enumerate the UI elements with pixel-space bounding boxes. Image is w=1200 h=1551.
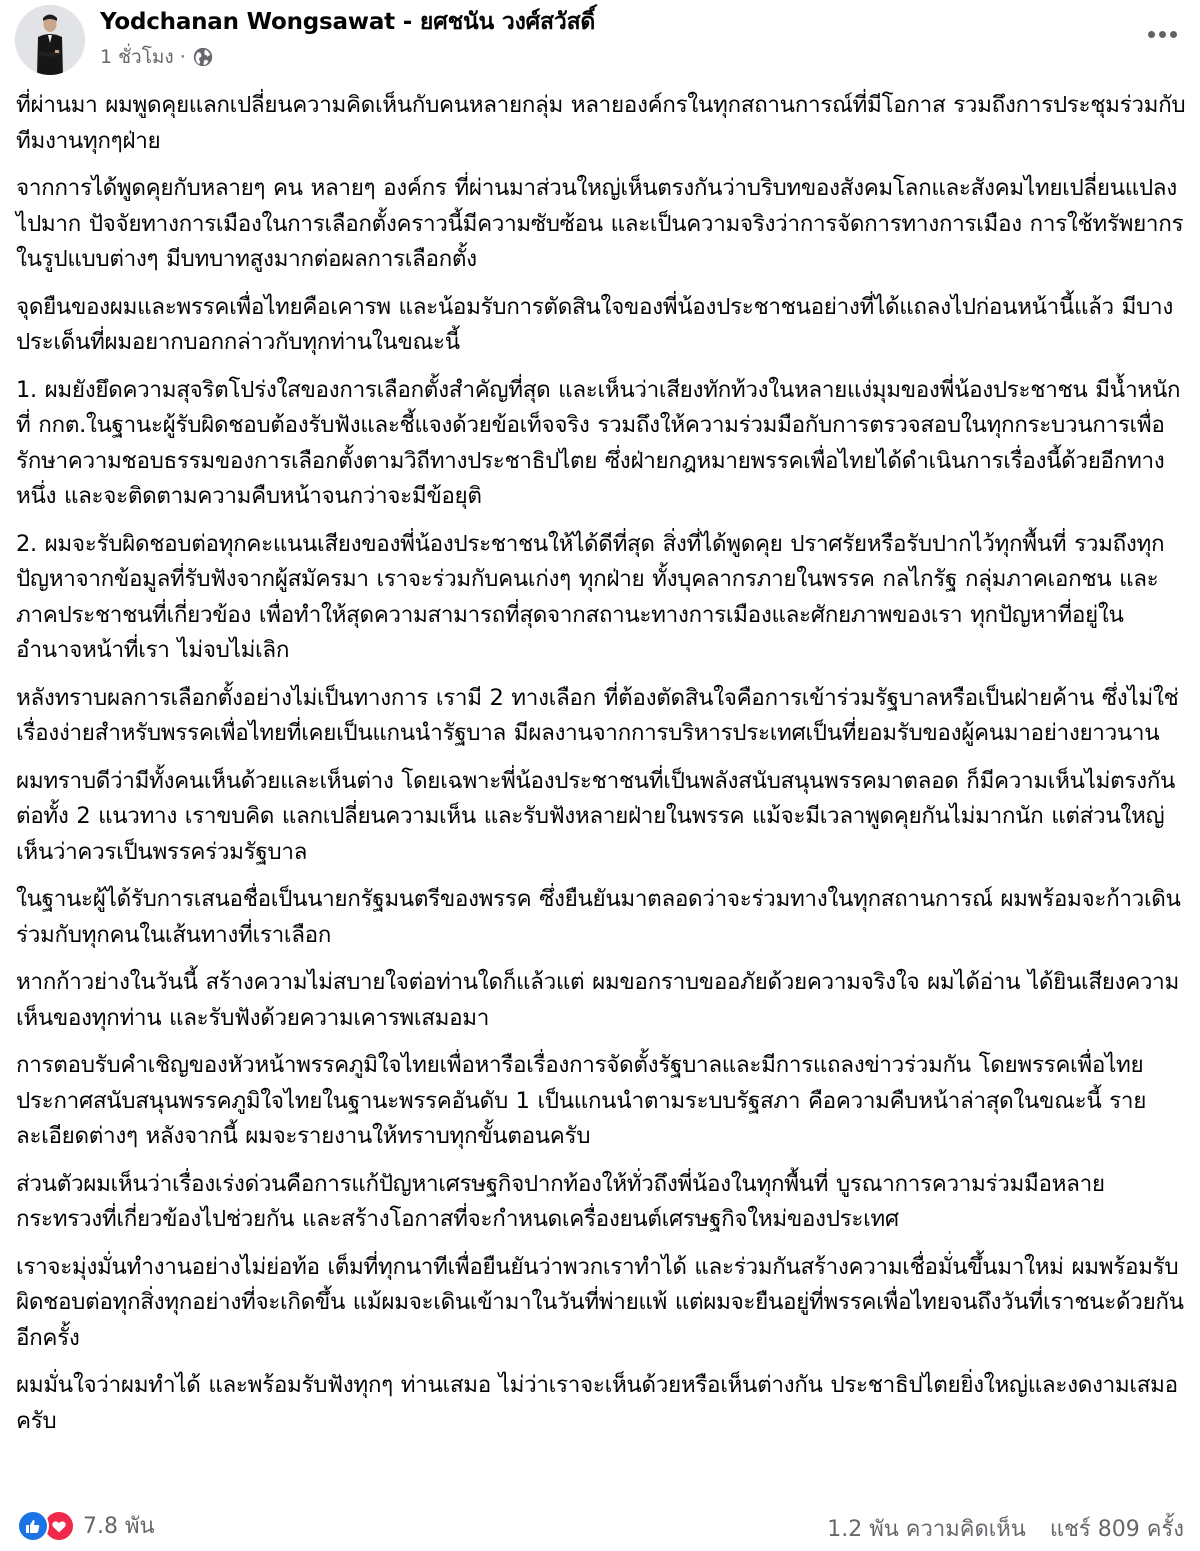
post-paragraph: ผมทราบดีว่ามีทั้งคนเห็นด้วยและเห็นต่าง โดยเฉพาะพี่น้องประชาชนที่เป็นพลังสนับสนุนพรรคมาตลอด ก็มีความเห็นไม่ตรงกันต่อทั้ง 2 แนวทาง เราขบคิด แลกเปลี่ยนความเห็น และรับฟังหลายฝ่ายในพรรค แม้จะมีเวลาพูดคุยกันไม่มากนัก แต่ส่วนใหญ่เห็นว่าควรเป็นพรรคร่วมรัฐบาล	[16, 767, 1176, 865]
post-meta	[100, 42, 214, 72]
more-options-button[interactable]	[1142, 22, 1182, 46]
post-timestamp[interactable]: 1 ชั่วโมง	[100, 46, 174, 68]
person-photo-icon	[15, 5, 85, 75]
post-paragraph: ผมมั่นใจว่าผมทำได้ และพร้อมรับฟังทุกๆ ท่านเสมอ ไม่ว่าเราจะเห็นด้วยหรือเห็นต่างกัน ประชาธิปไตยยิ่งใหญ่และงดงามเสมอครับ	[16, 1372, 1178, 1434]
globe-icon[interactable]	[192, 46, 214, 68]
reactions-summary[interactable]	[17, 1508, 155, 1543]
post-paragraph: 1. ผมยังยึดความสุจริตโปร่งใสของการเลือกตั้งสำคัญที่สุด และเห็นว่าเสียงทักท้วงในหลายแง่มุมของพี่น้องประชาชน มีน้ำหนักที่ กกต.ในฐานะผู้รับผิดชอบต้องรับฟังและชี้แจงด้วยข้อเท็จจริง รวมถึงให้ความร่วมมือกับการตรวจสอบในทุกกระบวนการเพื่อรักษาความชอบธรรมของการเลือกตั้งตามวิถีทางประชาธิปไตย ซึ่งฝ่ายกฎหมายพรรคเพื่อไทยได้ดำเนินการเรื่องนี้ด้วยอีกทางหนึ่ง และจะติดตามความคืบหน้าจนกว่าจะมีข้อยุติ	[16, 376, 1181, 509]
post-header	[0, 0, 1200, 85]
post-paragraph: ส่วนตัวผมเห็นว่าเรื่องเร่งด่วนคือการแก้ปัญหาเศรษฐกิจปากท้องให้ทั่วถึงพี่น้องในทุกพื้นที่ บูรณาการความร่วมมือหลายกระทรวงที่เกี่ยวข้องไปช่วยกัน และสร้างโอกาสที่จะกำหนดเครื่องยนต์เศรษฐกิจใหม่ของประเทศ	[16, 1170, 1105, 1232]
reaction-count: 7.8 พัน	[83, 1514, 155, 1539]
author-name[interactable]: Yodchanan Wongsawat - ยศชนัน วงศ์สวัสดิ์	[100, 9, 596, 35]
post-paragraph: จากการได้พูดคุยกับหลายๆ คน หลายๆ องค์กร ที่ผ่านมาส่วนใหญ่เห็นตรงกันว่าบริบทของสังคมโลกและสังคมไทยเปลี่ยนแปลงไปมาก ปัจจัยทางการเมืองในการเลือกตั้งคราวนี้มีความซับซ้อน และเป็นความจริงว่าการจัดการทางการเมือง การใช้ทรัพยากรในรูปแบบต่างๆ มีบทบาทสูงมากต่อผลการเลือกตั้ง	[16, 175, 1184, 272]
post-paragraph: ที่ผ่านมา ผมพูดคุยแลกเปลี่ยนความคิดเห็นกับคนหลายกลุ่ม หลายองค์กรในทุกสถานการณ์ที่มีโอกาส รวมถึงการประชุมร่วมกับทีมงานทุกๆฝ่าย	[16, 92, 1186, 154]
post-paragraph: หลังทราบผลการเลือกตั้งอย่างไม่เป็นทางการ เรามี 2 ทางเลือก ที่ต้องตัดสินใจคือการเข้าร่วมรัฐบาลหรือเป็นฝ่ายค้าน ซึ่งไม่ใช่เรื่องง่ายสำหรับพรรคเพื่อไทยที่เคยเป็นแกนนำรัฐบาล มีผลงานจากการบริหารประเทศเป็นที่ยอมรับของผู้คนมาอย่างยาวนาน	[16, 684, 1179, 746]
post-paragraph: การตอบรับคำเชิญของหัวหน้าพรรคภูมิใจไทยเพื่อหารือเรื่องการจัดตั้งรัฐบาลและมีการแถลงข่าวร่วมกัน โดยพรรคเพื่อไทยประกาศสนับสนุนพรรคภูมิใจไทยในฐานะพรรคอันดับ 1 เป็นแกนนำตามระบบรัฐสภา คือความคืบหน้าล่าสุดในขณะนี้ รายละเอียดต่างๆ หลังจากนี้ ผมจะรายงานให้ทราบทุกขั้นตอนครับ	[16, 1052, 1147, 1149]
author-avatar[interactable]	[15, 5, 85, 75]
shares-count-link[interactable]: แชร์ 809 ครั้ง	[1049, 1517, 1184, 1542]
more-dot-icon	[1159, 31, 1166, 38]
post-paragraph: จุดยืนของผมและพรรคเพื่อไทยคือเคารพ และน้อมรับการตัดสินใจของพี่น้องประชาชนอย่างที่ได้แถลงไปก่อนหน้านี้แล้ว มีบางประเด็นที่ผมอยากบอกกล่าวกับทุกท่านในขณะนี้	[16, 293, 1173, 355]
post-paragraph: หากก้าวย่างในวันนี้ สร้างความไม่สบายใจต่อท่านใดก็แล้วแต่ ผมขอกราบขออภัยด้วยความจริงใจ ผมได้อ่าน ได้ยินเสียงความเห็นของทุกท่าน และรับฟังด้วยความเคารพเสมอมา	[16, 969, 1179, 1031]
like-icon	[17, 1510, 49, 1542]
post-paragraph: เราจะมุ่งมั่นทำงานอย่างไม่ย่อท้อ เต็มที่ทุกนาทีเพื่อยืนยันว่าพวกเราทำได้ และร่วมกันสร้างความเชื่อมั่นขึ้นมาใหม่ ผมพร้อมรับผิดชอบต่อทุกสิ่งทุกอย่างที่จะเกิดขึ้น แม้ผมจะเดินเข้ามาในวันที่พ่ายแพ้ แต่ผมจะยืนอยู่ที่พรรคเพื่อไทยจนถึงวันที่เราชนะด้วยกันอีกครั้ง	[16, 1253, 1184, 1351]
engagement-stats	[827, 1511, 1184, 1546]
post-paragraph: 2. ผมจะรับผิดชอบต่อทุกคะแนนเสียงของพี่น้องประชาชนให้ได้ดีที่สุด สิ่งที่ได้พูดคุย ปราศรัยหรือรับปากไว้ทุกพื้นที่ รวมถึงทุกปัญหาจากข้อมูลที่รับฟังจากผู้สมัครมา เราจะร่วมกับคนเก่งๆ ทุกฝ่าย ทั้งบุคลากรภายในพรรค กลไกรัฐ กลุ่มภาคเอกชน และภาคประชาชนที่เกี่ยวข้อง เพื่อทำให้สุดความสามารถที่สุดจากสถานะทางการเมืองและศักยภาพของเรา ทุกปัญหาที่อยู่ในอำนาจหน้าที่เรา ไม่จบไม่เลิก	[16, 530, 1165, 663]
post-footer	[0, 1503, 1200, 1547]
post-paragraph: ในฐานะผู้ได้รับการเสนอชื่อเป็นนายกรัฐมนตรีของพรรค ซึ่งยืนยันมาตลอดว่าจะร่วมทางในทุกสถานการณ์ ผมพร้อมจะก้าวเดินร่วมกับทุกคนในเส้นทางที่เราเลือก	[16, 886, 1181, 948]
meta-separator: ·	[179, 46, 186, 68]
post-body	[16, 88, 1186, 1451]
comments-count-link[interactable]: 1.2 พัน ความคิดเห็น	[827, 1517, 1026, 1542]
more-dot-icon	[1170, 31, 1177, 38]
more-dot-icon	[1148, 31, 1155, 38]
